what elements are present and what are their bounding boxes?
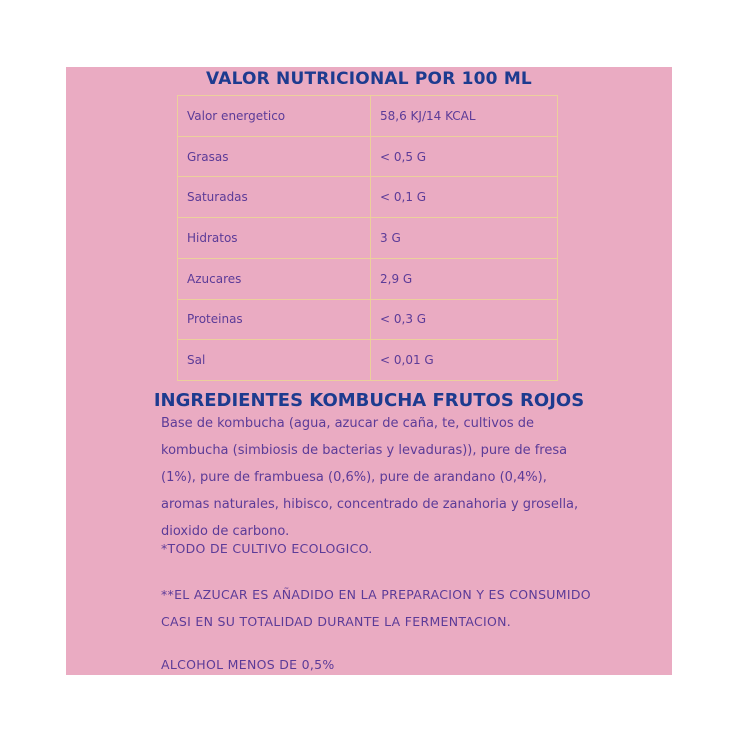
row-value: 58,6 KJ/14 KCAL	[371, 96, 558, 137]
row-value: < 0,3 G	[371, 299, 558, 340]
alcohol-note: ALCOHOL MENOS DE 0,5%	[161, 657, 335, 672]
table-row	[178, 299, 558, 340]
row-value: < 0,5 G	[371, 136, 558, 177]
row-label: Valor energetico	[178, 96, 371, 137]
row-label: Proteinas	[178, 299, 371, 340]
row-label: Sal	[178, 340, 371, 381]
row-value: 3 G	[371, 218, 558, 259]
table-row	[178, 218, 558, 259]
ingredients-text: Base de kombucha (agua, azucar de caña, te, cultivos de kombucha (simbiosis de bacterias y levaduras)), pure de fresa (1%), pure de frambuesa (0,6%), pure de arandano (0,4%), aromas naturales, hibisco, concentrado de zanahoria y grosella, dioxido de carbono.	[161, 416, 579, 539]
row-label: Azucares	[178, 258, 371, 299]
label-panel	[66, 67, 672, 675]
sugar-note: **EL AZUCAR ES AÑADIDO EN LA PREPARACION Y ES CONSUMIDO CASI EN SU TOTALIDAD DURANTE LA FERMENTACION.	[161, 587, 591, 629]
ingredients-title: INGREDIENTES KOMBUCHA FRUTOS ROJOS	[153, 390, 585, 411]
row-value: < 0,01 G	[371, 340, 558, 381]
table-row	[178, 96, 558, 137]
table-row	[178, 258, 558, 299]
organic-note: *TODO DE CULTIVO ECOLOGICO.	[161, 541, 373, 556]
row-label: Grasas	[178, 136, 371, 177]
row-value: < 0,1 G	[371, 177, 558, 218]
table-row	[178, 136, 558, 177]
nutrition-title: VALOR NUTRICIONAL POR 100 ML	[206, 69, 532, 89]
nutrition-table	[177, 95, 558, 381]
row-value: 2,9 G	[371, 258, 558, 299]
table-row	[178, 340, 558, 381]
row-label: Saturadas	[178, 177, 371, 218]
table-row	[178, 177, 558, 218]
row-label: Hidratos	[178, 218, 371, 259]
